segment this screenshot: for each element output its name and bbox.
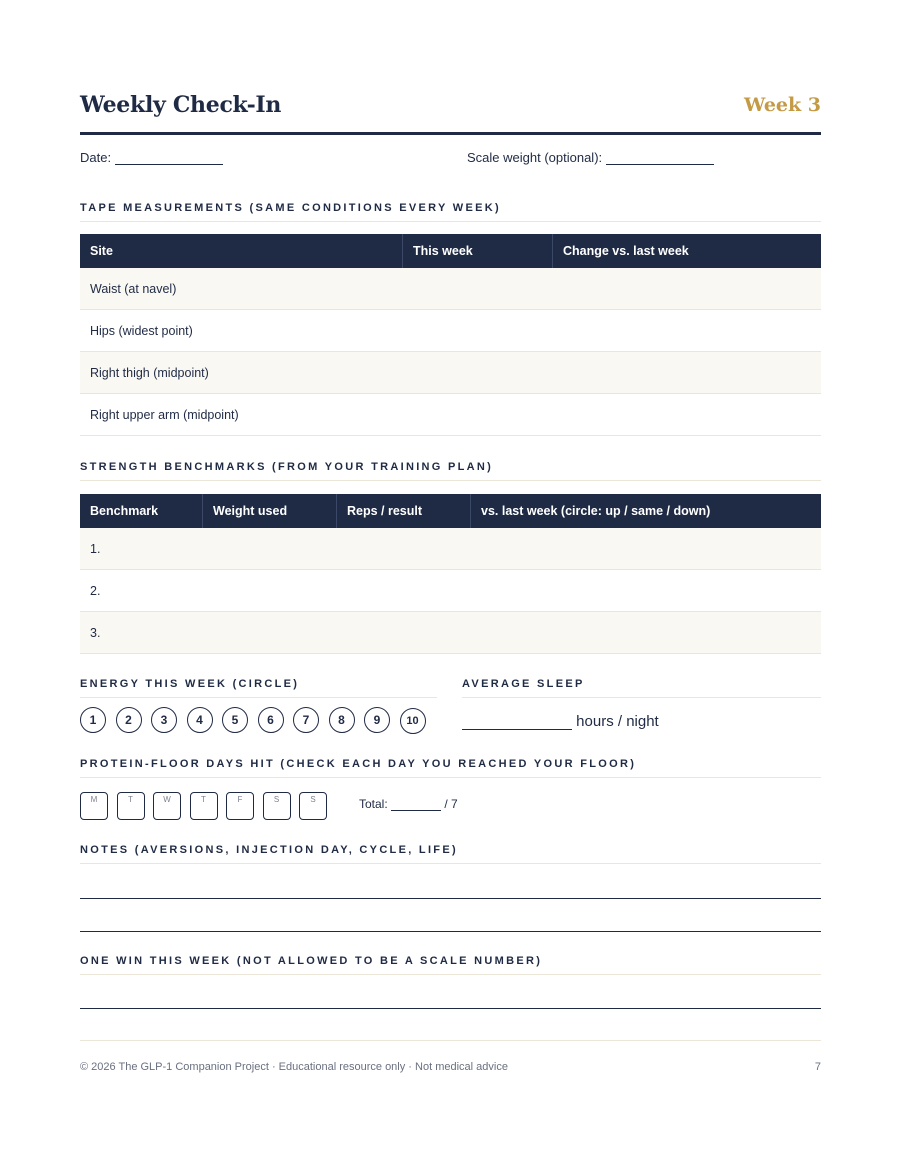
- benchmark-number[interactable]: 2.: [80, 570, 203, 612]
- strength-col-weight: Weight used: [203, 494, 337, 528]
- tape-this-week-cell[interactable]: [403, 352, 553, 394]
- tape-this-week-cell[interactable]: [403, 268, 553, 310]
- win-line[interactable]: [80, 1008, 821, 1009]
- weight-cell[interactable]: [203, 570, 337, 612]
- benchmark-number[interactable]: 3.: [80, 612, 203, 654]
- day-label: T: [128, 795, 133, 804]
- sleep-field[interactable]: [462, 711, 659, 730]
- table-row: [80, 394, 821, 436]
- day-label: M: [90, 795, 98, 804]
- tape-header-row: [80, 234, 821, 268]
- notes-line-2[interactable]: [80, 931, 821, 932]
- energy-scale: [80, 707, 435, 734]
- tape-site-label: Waist (at navel): [80, 268, 403, 310]
- energy-option-5[interactable]: 5: [222, 707, 248, 733]
- day-checkbox-thu[interactable]: [190, 792, 218, 820]
- energy-option-9[interactable]: 9: [364, 707, 390, 733]
- day-label: S: [273, 795, 280, 804]
- table-row: [80, 612, 821, 654]
- day-label: S: [310, 795, 316, 804]
- day-label: F: [237, 795, 243, 804]
- table-row: [80, 352, 821, 394]
- energy-option-3[interactable]: 3: [151, 707, 177, 733]
- energy-section-title: ENERGY THIS WEEK (CIRCLE): [80, 678, 437, 698]
- page-number: 7: [814, 1061, 821, 1073]
- energy-option-4[interactable]: 4: [187, 707, 213, 733]
- page-header: [80, 88, 821, 135]
- tape-change-cell[interactable]: [553, 352, 822, 394]
- tape-change-cell[interactable]: [553, 394, 822, 436]
- win-section-title: ONE WIN THIS WEEK (NOT ALLOWED TO BE A SCALE NUMBER): [80, 955, 821, 975]
- week-label: Week 3: [744, 94, 821, 116]
- tape-col-this-week: This week: [403, 234, 553, 268]
- tape-col-site: Site: [80, 234, 403, 268]
- energy-option-2[interactable]: 2: [116, 707, 142, 733]
- day-checkbox-mon[interactable]: [80, 792, 108, 820]
- tape-site-label: Right thigh (midpoint): [80, 352, 403, 394]
- energy-option-1[interactable]: 1: [80, 707, 106, 733]
- reps-cell[interactable]: [337, 570, 471, 612]
- strength-col-vs-last-week: vs. last week (circle: up / same / down): [471, 494, 822, 528]
- energy-option-8[interactable]: 8: [329, 707, 355, 733]
- page-footer: [80, 1061, 821, 1073]
- tape-this-week-cell[interactable]: [403, 310, 553, 352]
- energy-option-10[interactable]: 10: [400, 708, 426, 734]
- tape-section-title: TAPE MEASUREMENTS (SAME CONDITIONS EVERY WEEK): [80, 202, 821, 222]
- sleep-unit-label: hours / night: [576, 713, 659, 730]
- energy-option-6[interactable]: 6: [258, 707, 284, 733]
- benchmark-number[interactable]: 1.: [80, 528, 203, 570]
- reps-cell[interactable]: [337, 528, 471, 570]
- tape-change-cell[interactable]: [553, 310, 822, 352]
- tape-col-change: Change vs. last week: [553, 234, 822, 268]
- strength-col-benchmark: Benchmark: [80, 494, 203, 528]
- day-checkbox-fri[interactable]: [226, 792, 254, 820]
- day-label: W: [163, 795, 171, 804]
- footer-divider: [80, 1040, 821, 1041]
- day-checkbox-wed[interactable]: [153, 792, 181, 820]
- scale-weight-field[interactable]: [467, 150, 714, 165]
- day-checkbox-sat[interactable]: [263, 792, 291, 820]
- notes-section-title: NOTES (AVERSIONS, INJECTION DAY, CYCLE, LIFE): [80, 844, 821, 864]
- strength-col-reps: Reps / result: [337, 494, 471, 528]
- tape-table: [80, 234, 821, 436]
- total-label: Total:: [359, 797, 388, 811]
- energy-option-7[interactable]: 7: [293, 707, 319, 733]
- table-row: [80, 268, 821, 310]
- total-suffix: / 7: [444, 797, 458, 811]
- comparison-cell[interactable]: [471, 570, 822, 612]
- day-checkbox-tue[interactable]: [117, 792, 145, 820]
- protein-section-title: PROTEIN-FLOOR DAYS HIT (CHECK EACH DAY YOU REACHED YOUR FLOOR): [80, 758, 821, 778]
- strength-table: [80, 494, 821, 654]
- notes-line-1[interactable]: [80, 898, 821, 899]
- date-field[interactable]: [80, 150, 223, 165]
- tape-site-label: Right upper arm (midpoint): [80, 394, 403, 436]
- sleep-hours-blank[interactable]: [462, 711, 572, 730]
- day-label: T: [201, 795, 206, 804]
- table-row: [80, 570, 821, 612]
- strength-header-row: [80, 494, 821, 528]
- tape-change-cell[interactable]: [553, 268, 822, 310]
- comparison-cell[interactable]: [471, 612, 822, 654]
- date-label: Date:: [80, 150, 112, 165]
- table-row: [80, 528, 821, 570]
- page-title: Weekly Check-In: [80, 92, 282, 118]
- protein-day-checkboxes: [80, 792, 336, 820]
- weight-cell[interactable]: [203, 528, 337, 570]
- total-blank[interactable]: [391, 798, 441, 811]
- footer-text: © 2026 The GLP-1 Companion Project · Educational resource only · Not medical advice: [80, 1061, 508, 1073]
- scale-weight-blank[interactable]: [606, 152, 714, 165]
- date-blank[interactable]: [115, 152, 223, 165]
- strength-section-title: STRENGTH BENCHMARKS (FROM YOUR TRAINING PLAN): [80, 461, 821, 481]
- weight-cell[interactable]: [203, 612, 337, 654]
- tape-this-week-cell[interactable]: [403, 394, 553, 436]
- tape-site-label: Hips (widest point): [80, 310, 403, 352]
- protein-total[interactable]: [359, 797, 458, 811]
- day-checkbox-sun[interactable]: [299, 792, 327, 820]
- comparison-cell[interactable]: [471, 528, 822, 570]
- table-row: [80, 310, 821, 352]
- reps-cell[interactable]: [337, 612, 471, 654]
- scale-weight-label: Scale weight (optional):: [467, 150, 603, 165]
- sleep-section-title: AVERAGE SLEEP: [462, 678, 821, 698]
